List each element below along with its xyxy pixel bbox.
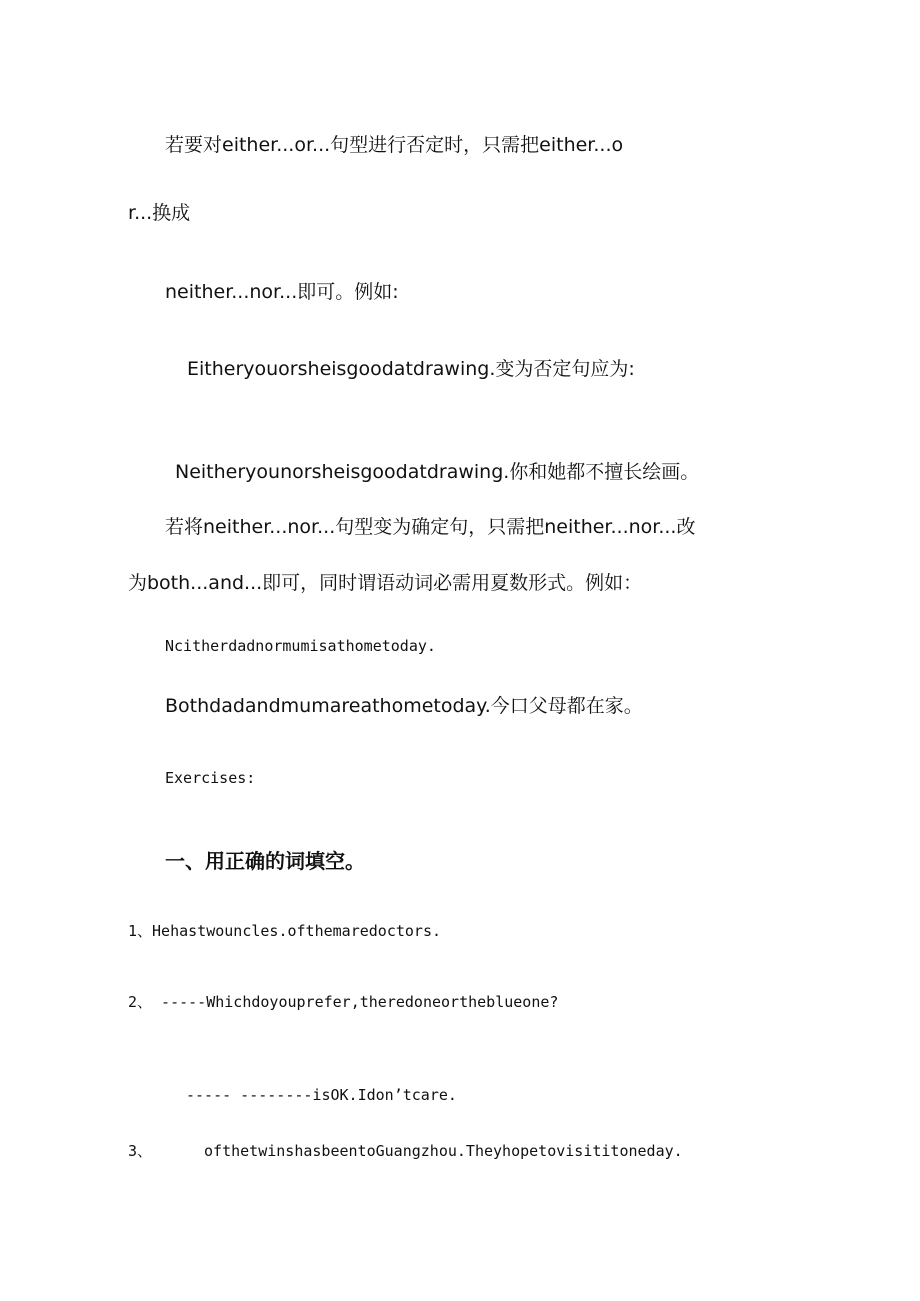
question-2-answer-line: ----- --------isOK.Idon’tcare. xyxy=(186,1086,457,1104)
question-1: 1、Hehastwouncles.ofthemaredoctors. xyxy=(128,922,442,940)
paragraph-either-or-line3: neither...nor...即可。例如: xyxy=(165,281,399,303)
example-both-dad-mum: Bothdadandmumareathometoday.今口父母都在家。 xyxy=(165,695,643,717)
example-neither-sentence: Neitheryounorsheisgoodatdrawing.你和她都不擅长绘画。 xyxy=(175,461,700,483)
paragraph-neither-nor-line1: 若将neither...nor...句型变为确定句，只需把neither...nor...改 xyxy=(165,516,696,538)
question-3-text: ofthetwinshasbeentoGuangzhou.Theyhopetovisititoneday. xyxy=(204,1142,683,1160)
paragraph-either-or-line2: r...换成 xyxy=(128,202,191,224)
exercises-label: Exercises: xyxy=(165,769,256,787)
paragraph-either-or-line1: 若要对either...or...句型进行否定时，只需把either...o xyxy=(165,134,624,156)
example-either-sentence: Eitheryouorsheisgoodatdrawing.变为否定句应为: xyxy=(187,358,635,380)
section-heading: 一、用正确的词填空。 xyxy=(165,849,365,873)
question-3-number: 3、 xyxy=(128,1142,153,1160)
question-2: 2、 -----Whichdoyouprefer,theredoneortheblueone? xyxy=(128,993,559,1011)
paragraph-neither-nor-line2: 为both...and...即可，同时谓语动词必需用夏数形式。例如： xyxy=(128,572,643,594)
example-neither-dad-mum: Ncitherdadnormumisathometoday. xyxy=(165,637,436,655)
question-3 xyxy=(128,1140,683,1162)
